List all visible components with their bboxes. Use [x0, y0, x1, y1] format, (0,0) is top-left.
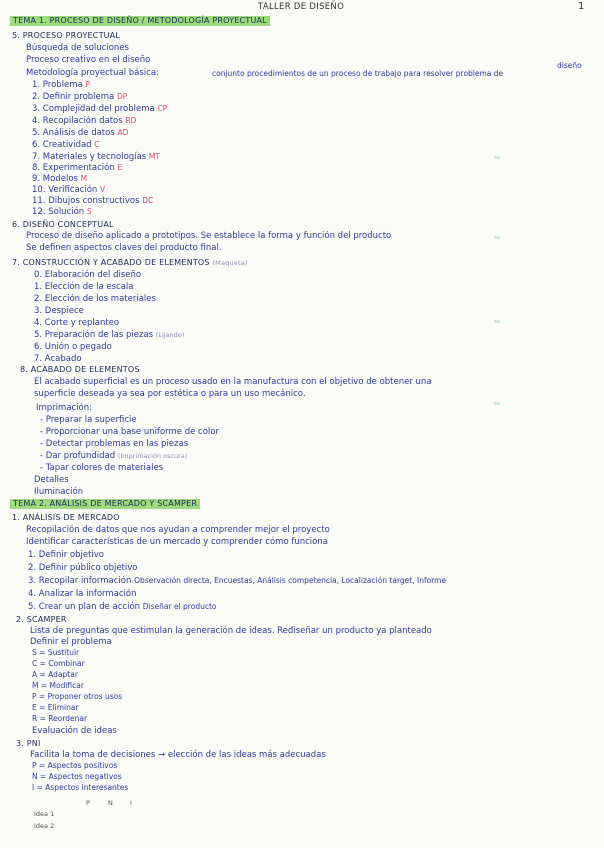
scamper-letter: P = Proponer otros usos: [32, 692, 123, 701]
step-abbr: M: [80, 174, 88, 183]
scamper-line: Lista de preguntas que estimulan la generación de ideas. Rediseñar un producto ya planteado: [30, 626, 432, 636]
construction-step: 0. Elaboración del diseño: [34, 270, 142, 280]
bleed-mark: [494, 402, 500, 405]
step-item: 12. Solución S: [32, 207, 92, 217]
pni-item: P = Aspectos positivos: [32, 761, 118, 770]
market-line: Identificar características de un mercado y comprender cómo funciona: [26, 537, 328, 547]
step-item: 4. Recopilación datos RD: [32, 116, 137, 126]
step-abbr: RD: [125, 116, 137, 125]
bleed-mark: [494, 320, 500, 323]
pni-item: N = Aspectos negativos: [32, 772, 122, 781]
scamper-letter: R = Reordenar: [32, 714, 88, 723]
imprimacion-bullet: - Tapar colores de materiales: [40, 463, 164, 473]
scamper-line: Definir el problema: [30, 637, 112, 647]
iluminacion-label: Iluminación: [34, 487, 84, 497]
step-item: 11. Dibujos constructivos DC: [32, 196, 154, 206]
section8-heading: 8. ACABADO DE ELEMENTOS: [20, 365, 140, 374]
scamper-letter: S = Sustituir: [32, 648, 80, 657]
construction-step: 5. Preparación de las piezas (Lijando): [34, 330, 185, 340]
construction-step: 3. Despiece: [34, 306, 84, 316]
section6-line: Proceso de diseño aplicado a prototipos. Se establece la forma y función del producto: [26, 231, 392, 241]
market-line: Recopilación de datos que nos ayudan a comprender mejor el proyecto: [26, 525, 330, 535]
pni-table-row: Idea 2: [34, 822, 55, 830]
step-abbr: E: [117, 163, 123, 172]
market-step: 5. Crear un plan de acción Diseñar el producto: [28, 602, 217, 612]
pni-table-header: I: [130, 799, 132, 807]
market-step-note: Diseñar el producto: [142, 602, 217, 611]
bleed-mark: [494, 236, 500, 239]
section8-line: El acabado superficial es un proceso usado en la manufactura con el objetivo de obtener una: [34, 377, 432, 387]
scamper-heading: 2. SCAMPER: [16, 615, 67, 624]
step-item: 5. Análisis de datos AD: [32, 128, 129, 138]
section5-line: Proceso creativo en el diseño: [26, 55, 151, 65]
scamper-letter: C = Combinar: [32, 659, 85, 668]
scamper-letter: A = Adaptar: [32, 670, 78, 679]
pni-line: Facilita la toma de decisiones → elección de las ideas más adecuadas: [30, 750, 326, 760]
step-abbr: CP: [157, 104, 168, 113]
construction-step: 6. Unión o pegado: [34, 342, 112, 352]
market-step: 1. Definir objetivo: [28, 550, 104, 560]
step-item: 7. Materiales y tecnologías MT: [32, 152, 160, 162]
imprimacion-note: (Imprimación oscura): [117, 452, 188, 460]
section5-heading: 5. PROCESO PROYECTUAL: [12, 31, 121, 40]
imprimacion-bullet: - Dar profundidad (Imprimación oscura): [40, 451, 188, 461]
detalles-label: Detalles: [34, 475, 69, 485]
step-item: 2. Definir problema DP: [32, 92, 128, 102]
construction-step: 4. Corte y replanteo: [34, 318, 120, 328]
pni-heading: 3. PNI: [16, 739, 41, 748]
tema1-heading: TEMA 1. PROCESO DE DISEÑO / METODOLOGÍA PROYECTUAL: [10, 16, 270, 26]
pni-table-header: N: [108, 799, 113, 807]
step-item: 1. Problema P: [32, 80, 91, 90]
market-step-note: Observación directa, Encuestas, Análisis competencia, Localización target, Informe: [134, 576, 447, 585]
page-title: TALLER DE DISEÑO: [258, 2, 345, 12]
scamper-letter: E = Eliminar: [32, 703, 79, 712]
tema2-heading: TEMA 2. ANÁLISIS DE MERCADO Y SCAMPER: [10, 499, 200, 509]
scamper-evaluation: Evaluación de ideas: [32, 726, 117, 736]
imprimacion-bullet: - Proporcionar una base uniforme de color: [40, 427, 219, 437]
step-abbr: MT: [148, 152, 160, 161]
market-step: 4. Analizar la información: [28, 589, 137, 599]
step-item: 9. Modelos M: [32, 174, 88, 184]
section5-methodology-text: conjunto procedimientos de un proceso de trabajo para resolver problema de: [212, 69, 504, 78]
step-item: 6. Creatividad C: [32, 140, 100, 150]
pni-table-row: Idea 1: [34, 810, 55, 818]
construction-step: 1. Elección de la escala: [34, 282, 134, 292]
construction-step: 7. Acabado: [34, 354, 82, 364]
construction-step-note: (Lijando): [155, 331, 185, 339]
imprimacion-bullet: - Preparar la superficie: [40, 415, 137, 425]
section7-note: (Maqueta): [212, 259, 248, 267]
step-abbr: P: [85, 80, 91, 89]
bleed-mark: [494, 156, 500, 159]
pni-item: I = Aspectos interesantes: [32, 783, 129, 792]
imprimacion-bullet: - Detectar problemas en las piezas: [40, 439, 189, 449]
scamper-letter: M = Modificar: [32, 681, 84, 690]
section7-heading: 7. CONSTRUCCIÓN Y ACABADO DE ELEMENTOS (Maqueta): [12, 258, 248, 267]
step-item: 10. Verificación V: [32, 185, 106, 195]
market-step: 2. Definir público objetivo: [28, 563, 138, 573]
pni-table-header: P: [86, 799, 90, 807]
section8-line: superficie deseada ya sea por estética o para un uso mecánico.: [34, 389, 306, 399]
step-abbr: C: [94, 140, 100, 149]
section6-line: Se definen aspectos claves del producto final.: [26, 243, 222, 253]
section5-line: Búsqueda de soluciones: [26, 43, 129, 53]
step-abbr: S: [86, 207, 92, 216]
market-heading: 1. ANÁLISIS DE MERCADO: [12, 513, 120, 522]
market-step: 3. Recopilar información Observación directa, Encuestas, Análisis competencia, Localización target, Informe: [28, 576, 447, 586]
section5-methodology-label: Metodología proyectual básica:: [26, 68, 159, 78]
step-abbr: DP: [116, 92, 128, 101]
construction-step: 2. Elección de los materiales: [34, 294, 156, 304]
section5-methodology-extra: diseño: [557, 61, 582, 70]
step-item: 8. Experimentación E: [32, 163, 123, 173]
step-abbr: AD: [117, 128, 129, 137]
page-number: 1: [578, 1, 585, 12]
step-abbr: V: [100, 185, 106, 194]
step-abbr: DC: [142, 196, 154, 205]
step-item: 3. Complejidad del problema CP: [32, 104, 168, 114]
imprimacion-label: Imprimación:: [36, 403, 93, 413]
section6-heading: 6. DISEÑO CONCEPTUAL: [12, 220, 114, 229]
